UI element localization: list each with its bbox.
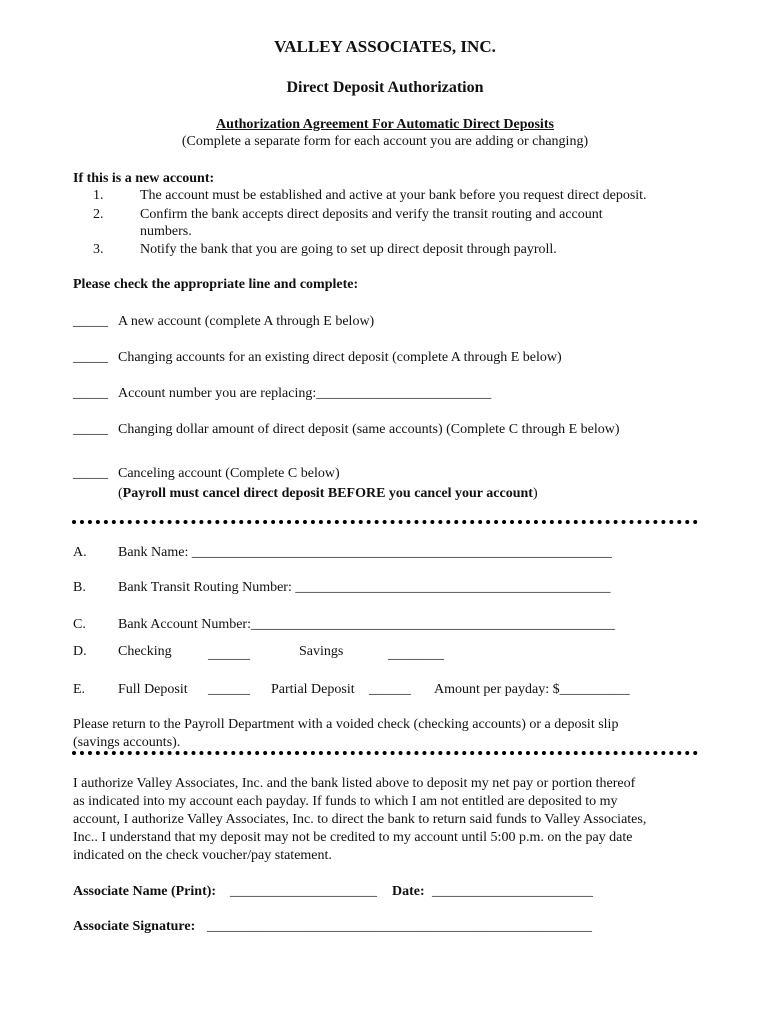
divider-top — [72, 520, 698, 524]
agreement-note: (Complete a separate form for each account you are adding or changing) — [181, 134, 589, 149]
savings-checkline[interactable]: ________ — [388, 647, 444, 662]
partial-deposit-label: Partial Deposit — [271, 682, 355, 697]
checkline-new-account[interactable]: _____ — [73, 314, 108, 329]
checkline-changing-amount[interactable]: _____ — [73, 422, 108, 437]
checking-checkline[interactable]: ______ — [208, 647, 250, 662]
list-number: 3. — [93, 242, 104, 257]
field-letter-b: B. — [73, 580, 86, 595]
cancel-warning: (Payroll must cancel direct deposit BEFORE you cancel your account) — [118, 486, 538, 501]
partial-deposit-checkline[interactable]: ______ — [369, 682, 411, 697]
list-item: Notify the bank that you are going to set up direct deposit through payroll. — [140, 242, 557, 257]
list-item: The account must be established and active at your bank before you request direct deposit. — [140, 188, 647, 203]
option-account-replacing: Account number you are replacing:_________________________ — [118, 386, 492, 401]
company-name: VALLEY ASSOCIATES, INC. — [274, 37, 496, 56]
checking-label: Checking — [118, 644, 172, 659]
option-canceling: Canceling account (Complete C below) — [118, 466, 340, 481]
option-new-account: A new account (complete A through E below) — [118, 314, 375, 329]
authorization-line: Inc.. I understand that my deposit may not be credited to my account until 5:00 p.m. on the pay date — [73, 830, 633, 845]
savings-label: Savings — [299, 644, 344, 659]
authorization-line: I authorize Valley Associates, Inc. and the bank listed above to deposit my net pay or portion thereof — [73, 776, 636, 791]
associate-signature-field[interactable]: _______________________________________________________ — [207, 919, 592, 934]
list-number: 2. — [93, 207, 104, 222]
associate-signature-label: Associate Signature: — [73, 919, 196, 934]
return-note-continued: (savings accounts). — [73, 735, 181, 750]
options-heading: Please check the appropriate line and complete: — [73, 277, 359, 292]
amount-per-payday-field[interactable]: Amount per payday: $__________ — [434, 682, 630, 697]
option-changing-accounts: Changing accounts for an existing direct deposit (complete A through E below) — [118, 350, 562, 365]
date-field[interactable]: _______________________ — [432, 884, 593, 899]
divider-bottom — [72, 751, 698, 755]
checkline-canceling[interactable]: _____ — [73, 466, 108, 481]
routing-number-field[interactable]: Bank Transit Routing Number: _____________________________________________ — [118, 580, 611, 595]
checkline-changing-accounts[interactable]: _____ — [73, 350, 108, 365]
authorization-line: account, I authorize Valley Associates, Inc. to direct the bank to return said funds to Valley Associates, — [73, 812, 647, 827]
full-deposit-label: Full Deposit — [118, 682, 188, 697]
checkline-replacing[interactable]: _____ — [73, 386, 108, 401]
list-item-continued: numbers. — [140, 224, 192, 239]
form-title: Direct Deposit Authorization — [286, 79, 484, 96]
authorization-line: as indicated into my account each payday. If funds to which I am not entitled are deposited to my — [73, 794, 618, 809]
field-letter-d: D. — [73, 644, 87, 659]
list-item: Confirm the bank accepts direct deposits and verify the transit routing and account — [140, 207, 603, 222]
field-letter-e: E. — [73, 682, 86, 697]
option-changing-amount: Changing dollar amount of direct deposit (same accounts) (Complete C through E below) — [118, 422, 620, 437]
full-deposit-checkline[interactable]: ______ — [208, 682, 250, 697]
bank-name-field[interactable]: Bank Name: ____________________________________________________________ — [118, 545, 612, 560]
field-letter-a: A. — [73, 545, 87, 560]
account-number-field[interactable]: Bank Account Number:____________________________________________________ — [118, 617, 615, 632]
agreement-title: Authorization Agreement For Automatic Direct Deposits — [216, 117, 554, 132]
date-label: Date: — [392, 884, 425, 899]
authorization-line: indicated on the check voucher/pay statement. — [73, 848, 332, 863]
list-number: 1. — [93, 188, 104, 203]
new-account-heading: If this is a new account: — [73, 171, 215, 186]
associate-name-label: Associate Name (Print): — [73, 884, 217, 899]
return-note: Please return to the Payroll Department with a voided check (checking accounts) or a deposit slip — [73, 717, 619, 732]
associate-name-field[interactable]: _____________________ — [230, 884, 377, 899]
field-letter-c: C. — [73, 617, 86, 632]
